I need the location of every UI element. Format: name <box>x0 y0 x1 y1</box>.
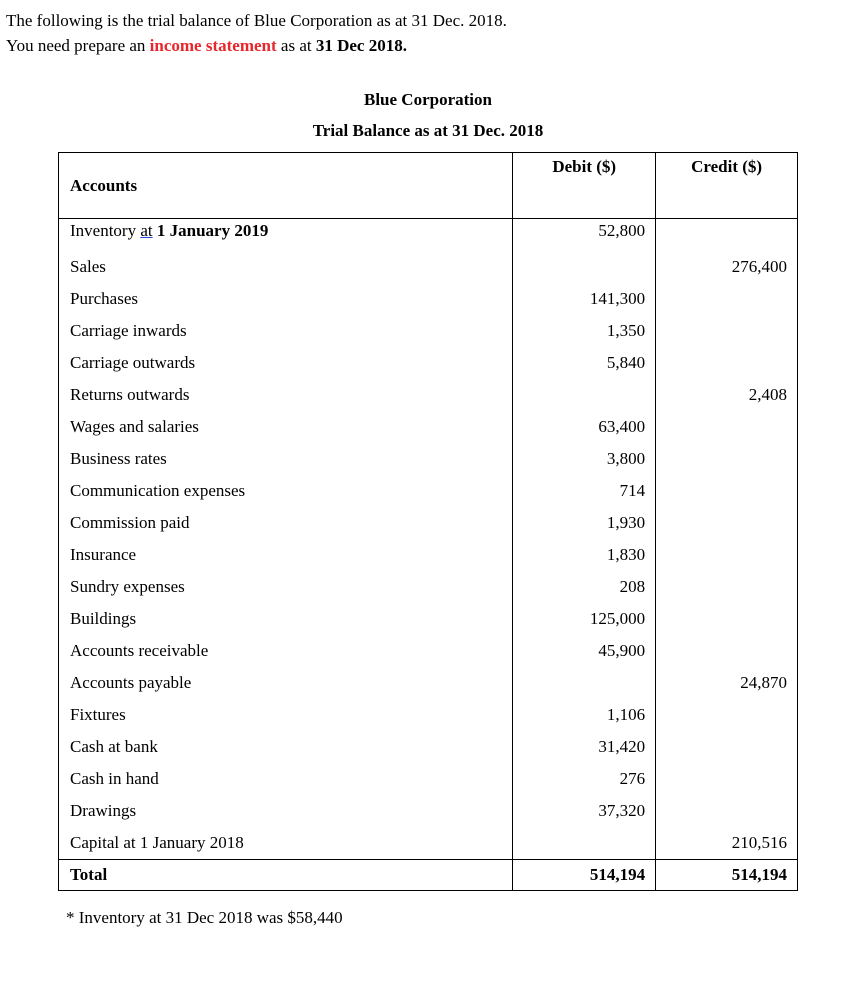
total-label: Total <box>59 860 513 891</box>
intro-line-2-middle: as at <box>276 36 316 55</box>
debit-cell: 37,320 <box>513 795 656 827</box>
credit-cell <box>656 283 798 315</box>
account-name: Carriage outwards <box>59 347 513 379</box>
credit-cell <box>656 571 798 603</box>
debit-cell: 141,300 <box>513 283 656 315</box>
debit-cell: 1,930 <box>513 507 656 539</box>
account-name: Carriage inwards <box>59 315 513 347</box>
table-row <box>59 475 798 507</box>
debit-cell: 1,106 <box>513 699 656 731</box>
table-row <box>59 763 798 795</box>
debit-cell: 5,840 <box>513 347 656 379</box>
company-name: Blue Corporation <box>364 90 492 109</box>
table-row <box>59 347 798 379</box>
debit-cell <box>513 379 656 411</box>
debit-cell: 52,800 <box>513 219 656 252</box>
intro-line-2 <box>6 33 507 58</box>
credit-cell <box>656 347 798 379</box>
table-row <box>59 635 798 667</box>
table-row <box>59 731 798 763</box>
credit-cell <box>656 443 798 475</box>
credit-cell: 276,400 <box>656 251 798 283</box>
header-debit: Debit ($) <box>513 153 656 219</box>
credit-cell <box>656 795 798 827</box>
credit-cell: 24,870 <box>656 667 798 699</box>
table-row <box>59 667 798 699</box>
credit-cell <box>656 219 798 252</box>
intro-text <box>6 8 507 58</box>
income-statement-highlight: income statement <box>149 36 277 55</box>
credit-cell <box>656 411 798 443</box>
account-name: Purchases <box>59 283 513 315</box>
total-row <box>59 860 798 891</box>
debit-cell: 1,350 <box>513 315 656 347</box>
credit-cell <box>656 699 798 731</box>
trial-balance-table <box>58 152 798 891</box>
credit-cell <box>656 635 798 667</box>
table-row <box>59 603 798 635</box>
table-row <box>59 411 798 443</box>
account-name-date: 1 January 2019 <box>152 221 269 240</box>
debit-cell: 208 <box>513 571 656 603</box>
intro-line-1: The following is the trial balance of Blue Corporation as at 31 Dec. 2018. <box>6 11 507 30</box>
credit-cell <box>656 507 798 539</box>
account-name-text: Inventory <box>70 221 141 240</box>
credit-cell <box>656 475 798 507</box>
debit-cell: 63,400 <box>513 411 656 443</box>
table-row <box>59 795 798 827</box>
intro-line-2-start: You need prepare an <box>6 36 150 55</box>
account-name: Commission paid <box>59 507 513 539</box>
table-row <box>59 571 798 603</box>
debit-cell <box>513 667 656 699</box>
credit-cell <box>656 315 798 347</box>
account-name: Cash at bank <box>59 731 513 763</box>
account-name: Business rates <box>59 443 513 475</box>
credit-cell: 210,516 <box>656 827 798 860</box>
account-name: Drawings <box>59 795 513 827</box>
debit-cell: 125,000 <box>513 603 656 635</box>
table-header-row <box>59 153 798 219</box>
header-credit: Credit ($) <box>656 153 798 219</box>
credit-cell <box>656 539 798 571</box>
trial-balance-title: Trial Balance as at 31 Dec. 2018 <box>312 121 544 140</box>
debit-cell: 714 <box>513 475 656 507</box>
debit-cell: 3,800 <box>513 443 656 475</box>
account-name: Accounts payable <box>59 667 513 699</box>
account-name: Returns outwards <box>59 379 513 411</box>
credit-cell: 2,408 <box>656 379 798 411</box>
account-name-link[interactable]: at <box>140 221 153 240</box>
table-row <box>59 827 798 860</box>
total-credit: 514,194 <box>656 860 798 891</box>
table-row <box>59 379 798 411</box>
account-name: Fixtures <box>59 699 513 731</box>
account-name: Sundry expenses <box>59 571 513 603</box>
debit-cell <box>513 827 656 860</box>
account-name: Accounts receivable <box>59 635 513 667</box>
table-row <box>59 699 798 731</box>
account-name: Insurance <box>59 539 513 571</box>
table-row <box>59 251 798 283</box>
account-name <box>59 219 513 252</box>
credit-cell <box>656 603 798 635</box>
debit-cell: 45,900 <box>513 635 656 667</box>
credit-cell <box>656 763 798 795</box>
table-row <box>59 507 798 539</box>
table-row <box>59 219 798 252</box>
account-name: Buildings <box>59 603 513 635</box>
inventory-note: * Inventory at 31 Dec 2018 was $58,440 <box>66 908 343 927</box>
account-name: Sales <box>59 251 513 283</box>
account-name: Communication expenses <box>59 475 513 507</box>
account-name: Capital at 1 January 2018 <box>59 827 513 860</box>
table-row <box>59 315 798 347</box>
table-row <box>59 283 798 315</box>
debit-cell: 1,830 <box>513 539 656 571</box>
credit-cell <box>656 731 798 763</box>
account-name: Cash in hand <box>59 763 513 795</box>
debit-cell: 31,420 <box>513 731 656 763</box>
debit-cell: 276 <box>513 763 656 795</box>
header-accounts: Accounts <box>59 153 513 219</box>
table-row <box>59 443 798 475</box>
intro-date: 31 Dec 2018. <box>315 36 407 55</box>
total-debit: 514,194 <box>513 860 656 891</box>
account-name: Wages and salaries <box>59 411 513 443</box>
debit-cell <box>513 251 656 283</box>
table-row <box>59 539 798 571</box>
